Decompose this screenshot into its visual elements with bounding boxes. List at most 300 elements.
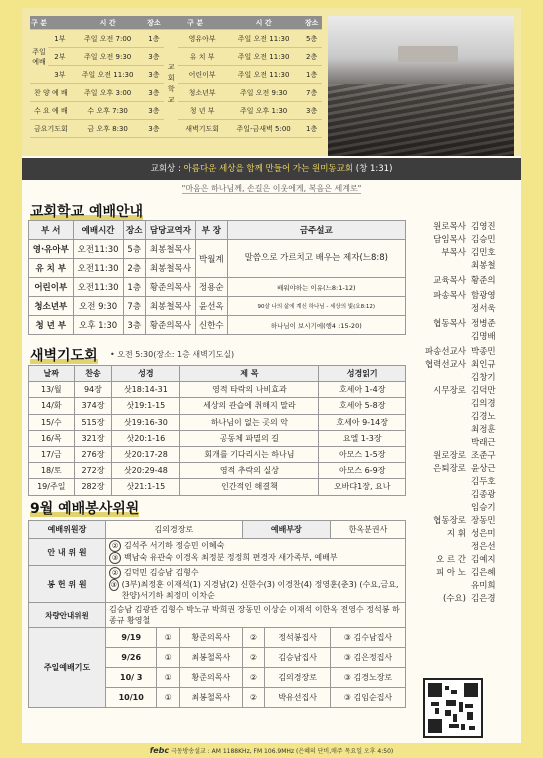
chair-label: 예배위원장 [29, 521, 106, 539]
part-badge: ② [109, 540, 121, 552]
staff-name: 정은선 [471, 542, 496, 552]
church-school-table [28, 220, 406, 335]
staff-row [414, 581, 519, 592]
bible-cell: 삿20:17-28 [112, 446, 180, 462]
staff-row [414, 516, 519, 527]
staff-role [414, 261, 471, 272]
head-cell: 신한수 [196, 316, 228, 335]
title-cell: 영적 타락의 나비효과 [180, 382, 319, 398]
dept: 영유아부 [178, 30, 226, 48]
header-time-2: 시 간 [226, 16, 301, 30]
head-cell: 정용순 [196, 278, 228, 297]
staff-row [414, 477, 519, 488]
dawn-title-text: 새벽기도회 [30, 348, 98, 364]
reading-cell: 요엘 1-3장 [319, 430, 406, 446]
header-category: 구 분 [30, 16, 48, 30]
staff-row [414, 438, 519, 449]
staff-name: 김영진 [471, 222, 496, 232]
rota-part3 [330, 648, 405, 668]
hymn-cell: 374장 [74, 398, 112, 414]
col-sermon: 금주설교 [227, 221, 405, 240]
qr-module [445, 686, 449, 690]
staff-role: (수요) [442, 594, 466, 604]
staff-role [414, 373, 471, 384]
offering-names: (3부)최정훈 이재석(1) 지경남(2) 신한수(3) 이경찬(4) 정영훈(춘3) (수요,금요,찬양)서기하 최정미 이차순 [121, 580, 399, 600]
header-time: 시 간 [72, 16, 144, 30]
staff-row [414, 235, 519, 246]
offering-line [109, 579, 402, 601]
sermon-cell: 하나님이 보시기에(행4 :15-20) [227, 316, 405, 335]
bible-cell: 삿21:1-15 [112, 479, 180, 495]
table-row [29, 463, 406, 479]
dept-cell: 영·유아부 [29, 240, 74, 259]
time-cell: 오전11:30 [73, 278, 123, 297]
title-cell: 세상의 관습에 취해지 말라 [180, 398, 319, 414]
table-row [29, 446, 406, 462]
rota-name: 김은정집사 [353, 653, 393, 662]
sanctuary-photo [328, 16, 514, 156]
service-part: 2부 [48, 48, 72, 66]
staff-role: 협동장로 [433, 516, 466, 526]
service-name: 금요기도회 [30, 120, 72, 138]
staff-name: 유미희 [471, 581, 496, 591]
col-reading: 성경읽기 [319, 366, 406, 382]
quote-text: "마음은 하나님께, 손길은 이웃에게, 복음은 세계로" [181, 184, 362, 193]
staff-name: 정병준 [471, 319, 496, 329]
staff-role: 은퇴장로 [433, 464, 466, 474]
staff-role [414, 425, 471, 436]
staff-role: 지 휘 [446, 529, 466, 539]
staff-list [414, 222, 519, 607]
table-row [29, 382, 406, 398]
service-section-title [30, 498, 139, 517]
hymn-cell: 321장 [74, 430, 112, 446]
dept-place: 3층 [301, 102, 322, 120]
rota-name: 최봉철목사 [180, 688, 243, 708]
staff-row [414, 360, 519, 371]
staff-name: 김경노 [471, 412, 496, 422]
staff-role [414, 542, 471, 553]
minister-cell: 황준의목사 [145, 316, 195, 335]
staff-role: 담임목사 [433, 235, 466, 245]
header-category-2: 구 분 [164, 16, 226, 30]
service-place: 1층 [143, 30, 164, 48]
staff-row [414, 555, 519, 566]
staff-row [414, 261, 519, 272]
staff-name: 조준구 [471, 451, 496, 461]
date-cell: 16/목 [29, 430, 75, 446]
hymn-cell: 94장 [74, 382, 112, 398]
dept-place: 1층 [301, 120, 322, 138]
staff-name: 황준의 [471, 276, 496, 286]
dept: 청소년부 [178, 84, 226, 102]
col-minister: 담당교역자 [145, 221, 195, 240]
usher-list [106, 539, 406, 566]
rota-num: ① [157, 688, 180, 708]
part-badge: ③ [109, 552, 121, 564]
staff-name: 김은경 [471, 594, 496, 604]
parking-label: 차량안내위원 [29, 603, 106, 628]
staff-row [414, 503, 519, 514]
rota-name: 김의경장로 [265, 668, 331, 688]
dept: 유 치 부 [178, 48, 226, 66]
rota-date: 10/ 3 [106, 668, 157, 688]
photo-stage [398, 46, 458, 62]
place-cell: 7층 [123, 297, 145, 316]
qr-module [428, 683, 442, 697]
parking-row [29, 603, 406, 628]
dept-place: 1층 [301, 66, 322, 84]
staff-row [414, 425, 519, 436]
time-cell: 오전11:30 [73, 240, 123, 259]
chair-name: 김의경장로 [106, 521, 243, 539]
offering-label: 봉 헌 위 원 [29, 566, 106, 603]
rota-num: ② [242, 628, 265, 648]
title-cell: 하나님이 없는 곳의 악 [180, 414, 319, 430]
staff-name: 김창기 [471, 373, 496, 383]
qr-module [431, 702, 439, 706]
rota-num: ① [157, 648, 180, 668]
staff-role [414, 412, 471, 423]
service-time: 금 오후 8:30 [72, 120, 144, 138]
usher-row [29, 539, 406, 566]
service-time: 주일 오후 3:00 [72, 84, 144, 102]
staff-name: 김예지 [471, 555, 496, 565]
edu-section-title [30, 201, 143, 220]
staff-role: 부목사 [441, 248, 466, 258]
staff-role [414, 503, 471, 514]
dawn-note: • 오전 5:30(장소: 1층 새벽기도실) [110, 350, 235, 359]
header-place: 장소 [143, 16, 164, 30]
hymn-cell: 515장 [74, 414, 112, 430]
service-place: 3층 [143, 48, 164, 66]
service-time: 주일 오전 9:30 [72, 48, 144, 66]
staff-row [414, 291, 519, 302]
bible-cell: 삿20:1-16 [112, 430, 180, 446]
staff-name: 김명배 [471, 332, 496, 342]
dept: 어린이부 [178, 66, 226, 84]
staff-row [414, 347, 519, 358]
staff-role: 파송목사 [433, 291, 466, 301]
col-hymn: 찬송 [74, 366, 112, 382]
time-cell: 오전11:30 [73, 259, 123, 278]
staff-role: 파송선교사 [424, 347, 466, 357]
qr-module [428, 719, 442, 733]
rota-num: ① [157, 628, 180, 648]
qr-module [464, 683, 478, 697]
rota-name: 정석봉집사 [265, 628, 331, 648]
service-part: 3부 [48, 66, 72, 84]
church-motto-bar [22, 158, 521, 180]
minister-cell: 최봉철목사 [145, 259, 195, 278]
service-place: 3층 [143, 102, 164, 120]
staff-role [414, 438, 471, 449]
time-cell: 오후 1:30 [73, 316, 123, 335]
staff-row [414, 490, 519, 501]
staff-role [414, 477, 471, 488]
church-school-label: 교회학교 [164, 30, 178, 138]
qr-module [435, 708, 439, 714]
staff-name: 김종광 [471, 490, 496, 500]
rota-num: ① [157, 668, 180, 688]
place-cell: 5층 [123, 240, 145, 259]
staff-role: 피 아 노 [435, 568, 466, 578]
vice-label: 예배부장 [242, 521, 330, 539]
col-head: 부 장 [196, 221, 228, 240]
date-cell: 13/월 [29, 382, 75, 398]
qr-module [453, 714, 457, 722]
service-place: 3층 [143, 66, 164, 84]
service-committee-table [28, 520, 406, 708]
staff-name: 김승민 [471, 235, 496, 245]
qr-module [446, 700, 456, 706]
bible-cell: 삿18:14-31 [112, 382, 180, 398]
hymn-cell: 276장 [74, 446, 112, 462]
staff-role [414, 304, 471, 315]
rota-part3 [330, 688, 405, 708]
dept-cell: 청 년 부 [29, 316, 74, 335]
rota-part3 [330, 628, 405, 648]
staff-row [414, 248, 519, 259]
hymn-cell: 272장 [74, 463, 112, 479]
sermon-cell: 배워야하는 이유(느8:1-12) [227, 278, 405, 297]
staff-name: 김의경 [471, 399, 496, 409]
staff-name: 박래근 [471, 438, 496, 448]
service-time: 수 오후 7:30 [72, 102, 144, 120]
rota-row [29, 628, 406, 648]
dept-time: 주일 오전 11:30 [226, 66, 301, 84]
dept-time: 주일 오전 9:30 [226, 84, 301, 102]
staff-name: 함광영 [471, 291, 496, 301]
rota-num: ② [242, 688, 265, 708]
date-cell: 19/주일 [29, 479, 75, 495]
qr-module [449, 724, 459, 728]
parking-names: 김승남 김광관 김형수 박노규 박희권 장동민 이상순 이재석 이한옥 전영수 정석봉 하종규 황영철 [106, 603, 406, 628]
col-place: 장소 [123, 221, 145, 240]
qr-module [459, 702, 463, 712]
staff-row [414, 464, 519, 475]
table-row [29, 316, 406, 335]
motto-ref: (창 1:31) [353, 164, 393, 174]
staff-row [414, 373, 519, 384]
qr-module [469, 726, 475, 730]
rota-name: 김수남집사 [353, 633, 393, 642]
date-cell: 18/토 [29, 463, 75, 479]
committee-head-row [29, 521, 406, 539]
staff-row [414, 276, 519, 287]
staff-row [414, 222, 519, 233]
rota-num: ③ [343, 673, 351, 682]
photo-pews [328, 84, 514, 156]
offering-names: 김덕민 김승남 김형수 [124, 568, 199, 577]
qr-code[interactable] [423, 678, 483, 738]
staff-name: 최정훈 [471, 425, 496, 435]
dept-cell: 유 치 부 [29, 259, 74, 278]
head-cell: 윤선옥 [196, 297, 228, 316]
rota-num: ② [242, 648, 265, 668]
rota-part3 [330, 668, 405, 688]
service-place: 3층 [143, 120, 164, 138]
offering-line [109, 567, 402, 579]
rota-date: 9/19 [106, 628, 157, 648]
dept-cell: 어린이부 [29, 278, 74, 297]
reading-cell: 오바댜1장, 요나 [319, 479, 406, 495]
vice-name: 한옥분권사 [330, 521, 405, 539]
staff-row [414, 412, 519, 423]
date-cell: 14/화 [29, 398, 75, 414]
service-time: 주일 오전 11:30 [72, 66, 144, 84]
staff-role: 원로목사 [433, 222, 466, 232]
qr-module [445, 710, 451, 716]
staff-row [414, 568, 519, 579]
usher-names: 김석주 서기하 정승민 이혜숙 [124, 541, 225, 550]
reading-cell: 아모스 1-5장 [319, 446, 406, 462]
bible-cell: 삿19:16-30 [112, 414, 180, 430]
qr-module [451, 690, 457, 694]
rota-date: 10/10 [106, 688, 157, 708]
date-cell: 15/수 [29, 414, 75, 430]
staff-row [414, 319, 519, 330]
table-row [29, 479, 406, 495]
church-quote [22, 180, 521, 197]
service-time: 주일 오전 7:00 [72, 30, 144, 48]
staff-name: 최봉철 [471, 261, 496, 271]
qr-module [461, 724, 465, 730]
staff-row [414, 332, 519, 343]
rota-name: 김승남집사 [265, 648, 331, 668]
worship-row [30, 30, 322, 48]
staff-role: 교육목사 [433, 276, 466, 286]
dawn-prayer-table [28, 365, 406, 496]
staff-name: 김민호 [471, 248, 496, 258]
date-cell: 17/금 [29, 446, 75, 462]
staff-role [414, 332, 471, 343]
motto-text: 아름다운 세상을 함께 만들어 가는 원미동교회 [183, 164, 354, 174]
table-row [29, 240, 406, 259]
dept-place: 5층 [301, 30, 322, 48]
worship-schedule-table [30, 16, 322, 138]
place-cell: 3층 [123, 316, 145, 335]
rota-name: 황준의목사 [180, 628, 243, 648]
reading-cell: 호세아 1-4장 [319, 382, 406, 398]
rota-name: 박유선집사 [265, 688, 331, 708]
head-cell: 박월계 [196, 240, 228, 278]
staff-row [414, 542, 519, 553]
qr-module [465, 704, 473, 708]
rota-name: 최봉철목사 [180, 648, 243, 668]
usher-names: 백남숙 유관숙 이경옥 최정분 정정희 편경자 새가족부, 예배부 [124, 553, 338, 562]
prayer-rota-label: 주일예배기도 [29, 628, 106, 708]
rota-num: ③ [343, 653, 351, 662]
dept-time: 주일 오전 11:30 [226, 30, 301, 48]
part-badge: ③ [110, 581, 117, 589]
title-cell: 인간적인 해결책 [180, 479, 319, 495]
title-cell: 영적 추락의 실상 [180, 463, 319, 479]
title-cell: 공동체 파멸의 길 [180, 430, 319, 446]
service-name: 찬 양 예 배 [30, 84, 72, 102]
title-cell: 회개를 기다리시는 하나님 [180, 446, 319, 462]
service-part: 1부 [48, 30, 72, 48]
staff-role [414, 399, 471, 410]
time-cell: 오전 9:30 [73, 297, 123, 316]
table-row [29, 430, 406, 446]
febc-logo: febc [149, 746, 170, 755]
bulletin-page [22, 8, 521, 755]
footer-text: 극동방송설교 : AM 1188KHz, FM 106.9MHz (은혜의 단비,매주 목요일 오후 4:50) [171, 748, 394, 755]
staff-role: 오 르 간 [435, 555, 466, 565]
rota-name: 김경노장로 [353, 673, 393, 682]
sunday-worship-label: 주일예배 [30, 30, 48, 84]
offering-row [29, 566, 406, 603]
dept-time: 주일-금새벽 5:00 [226, 120, 301, 138]
staff-row [414, 594, 519, 605]
service-title-text: 9월 예배봉사위원 [30, 501, 140, 517]
table-row [29, 414, 406, 430]
rota-name: 김임순집사 [353, 693, 393, 702]
col-date: 날짜 [29, 366, 75, 382]
usher-line [109, 540, 402, 552]
staff-name: 박종민 [471, 347, 496, 357]
motto-prefix: 교회상 : [150, 164, 184, 174]
reading-cell: 아모스 6-9장 [319, 463, 406, 479]
staff-row [414, 386, 519, 397]
service-place: 3층 [143, 84, 164, 102]
table-row [29, 297, 406, 316]
staff-row [414, 399, 519, 410]
col-dept: 부 서 [29, 221, 74, 240]
edu-title-text: 교회학교 예배안내 [30, 204, 144, 220]
staff-role: 협동목사 [433, 319, 466, 329]
dept-cell: 청소년부 [29, 297, 74, 316]
sermon-cell: 90살 나의 삶에 계신 하나님 - 세상의 빛(요8:12) [227, 297, 405, 316]
header-place-2: 장소 [301, 16, 322, 30]
minister-cell: 최봉철목사 [145, 297, 195, 316]
minister-cell: 최봉철목사 [145, 240, 195, 259]
offering-list [106, 566, 406, 603]
staff-name: 성은미 [471, 529, 496, 539]
staff-row [414, 451, 519, 462]
service-name: 수 요 예 배 [30, 102, 72, 120]
table-row [29, 398, 406, 414]
place-cell: 1층 [123, 278, 145, 297]
dept-time: 주일 오전 11:30 [226, 48, 301, 66]
staff-role: 시무장로 [433, 386, 466, 396]
reading-cell: 호세아 9-14장 [319, 414, 406, 430]
dept-place: 2층 [301, 48, 322, 66]
dept: 새벽기도회 [178, 120, 226, 138]
staff-role [414, 581, 471, 592]
footer [22, 746, 521, 758]
staff-row [414, 304, 519, 315]
col-time: 예배시간 [73, 221, 123, 240]
usher-label: 안 내 위 원 [29, 539, 106, 566]
col-title: 제 목 [180, 366, 319, 382]
staff-role: 원로장로 [433, 451, 466, 461]
staff-name: 임승기 [471, 503, 496, 513]
dawn-section-title [30, 345, 98, 364]
staff-name: 김덕만 [471, 386, 496, 396]
reading-cell: 호세아 5-8장 [319, 398, 406, 414]
hymn-cell: 282장 [74, 479, 112, 495]
dept-time: 주일 오후 1:30 [226, 102, 301, 120]
staff-name: 윤상근 [471, 464, 496, 474]
rota-num: ③ [343, 693, 351, 702]
worship-schedule-box [22, 8, 521, 156]
staff-name: 김두호 [471, 477, 496, 487]
bible-cell: 삿20:29-48 [112, 463, 180, 479]
minister-cell: 황준의목사 [145, 278, 195, 297]
staff-role [414, 490, 471, 501]
